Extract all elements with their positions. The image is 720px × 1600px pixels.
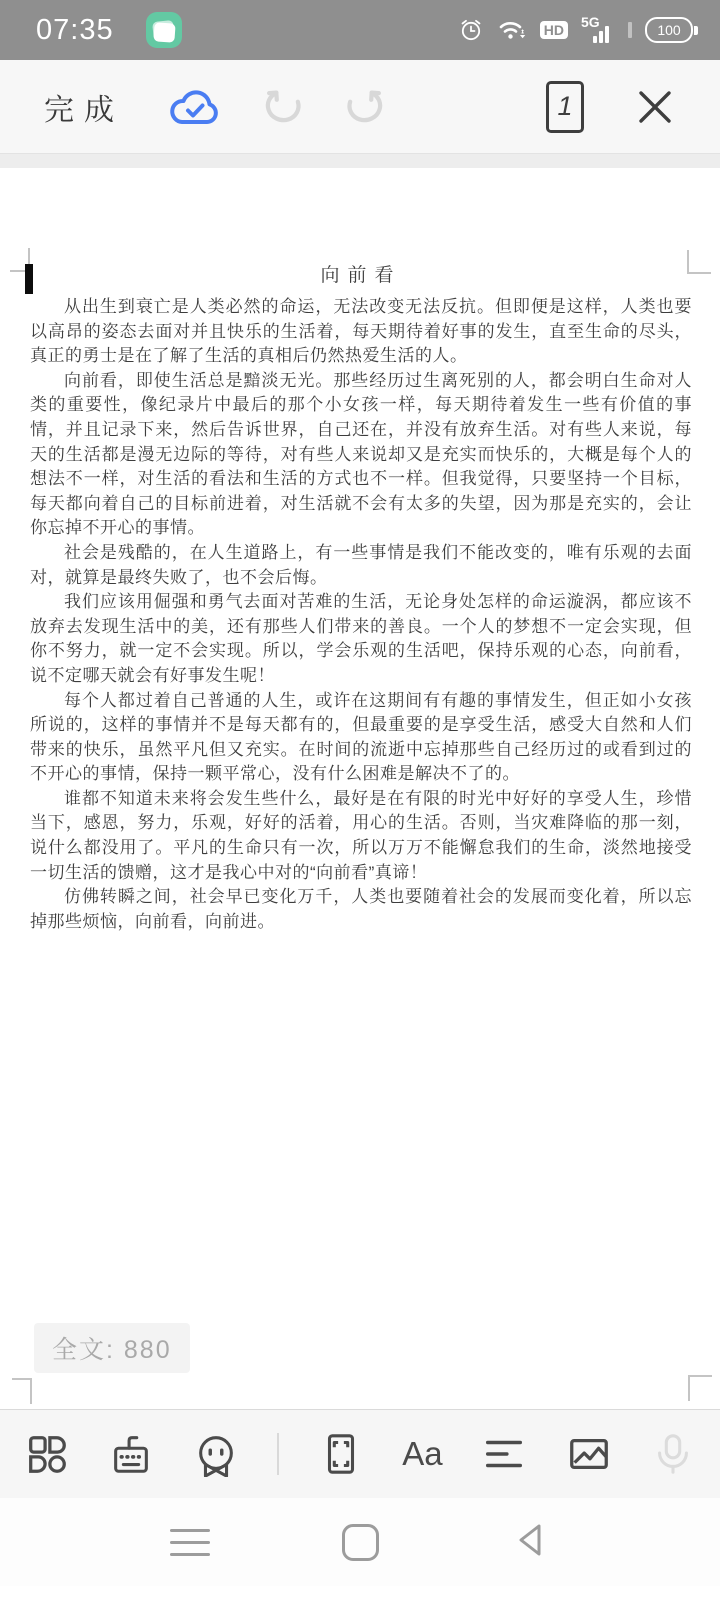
microphone-icon[interactable] xyxy=(650,1431,696,1477)
paragraph[interactable]: 从出生到衰亡是人类必然的命运，无法改变无法反抗。但即便是这样，人类也要以高昂的姿态去面对并且快乐的生活着，每天期待着好事的发生，直至生命的尽头，真正的勇士是在了解了生活的真相后仍然热爱生活的人。 xyxy=(30,297,692,366)
wifi-icon xyxy=(497,17,527,43)
recents-menu-icon[interactable] xyxy=(170,1529,210,1556)
cloud-sync-icon[interactable] xyxy=(168,84,222,130)
toolbar-page-gap xyxy=(0,154,720,168)
font-icon[interactable]: Aa xyxy=(402,1435,443,1472)
page-frame-icon[interactable] xyxy=(318,1431,364,1477)
sticker-face-icon[interactable] xyxy=(193,1431,239,1477)
battery-level: 100 xyxy=(645,17,693,43)
toolbar-divider xyxy=(277,1433,279,1475)
document-title: 向前看 xyxy=(320,265,402,286)
page-number: 1 xyxy=(557,91,573,121)
notes-app-notification-icon xyxy=(146,12,182,48)
page-indicator[interactable] xyxy=(546,81,584,133)
sim2-signal-icon xyxy=(628,22,632,38)
redo-icon[interactable] xyxy=(342,84,388,130)
document-body[interactable] xyxy=(30,295,692,934)
tools-grid-icon[interactable] xyxy=(24,1431,70,1477)
paragraph[interactable]: 我们应该用倔强和勇气去面对苦难的生活，无论身处怎样的命运漩涡，都应该不放弃去发现生活中的美，还有那些人们带来的善良。一个人的梦想不一定会实现，但你不努力，就一定不会实现。所以，学会乐观的生活吧，保持乐观的心态，向前看，说不定哪天就会有好事发生呢！ xyxy=(30,592,692,685)
paragraph-align-icon[interactable] xyxy=(481,1431,527,1477)
paragraph[interactable]: 向前看，即使生活总是黯淡无光。那些经历过生离死别的人，都会明白生命对人类的重要性，像纪录片中最后的那个小女孩一样，每天期待着发生一些有价值的事情，并且记录下来，然后告诉世界，自己还在，并没有放弃生活。对有些人来说，每天的生活都是漫无边际的等待，对有些人来说却又是充实而快乐的，大概是每个人的想法不一样，对生活的看法和生活的方式也不一样。但我觉得，只要坚持一个目标，每天都向着自己的目标前进着，对生活就不会有太多的失望，因为那是充实的，会让你忘掉不开心的事情。 xyxy=(30,370,692,538)
battery-icon xyxy=(645,17,698,43)
image-icon[interactable] xyxy=(566,1431,612,1477)
margin-mark-bottom-right xyxy=(688,1375,712,1401)
hd-badge: HD xyxy=(540,21,568,39)
status-bar xyxy=(0,0,720,60)
clock-time: 07:35 xyxy=(36,13,114,46)
document-page[interactable] xyxy=(0,168,720,1409)
back-icon[interactable] xyxy=(511,1520,551,1565)
signal-bars-icon: 5G xyxy=(581,16,615,44)
formatting-toolbar xyxy=(0,1409,720,1498)
keyboard-icon[interactable] xyxy=(108,1431,154,1477)
close-icon[interactable] xyxy=(634,86,676,128)
editor-toolbar xyxy=(0,60,720,154)
margin-mark-top-right xyxy=(687,250,711,274)
done-button[interactable]: 完成 xyxy=(44,93,124,127)
paragraph[interactable]: 每个人都过着自己普通的人生，或许在这期间有有趣的事情发生，但正如小女孩所说的，这样的事情并不是每天都有的，但最重要的是享受生活，感受大自然和人们带来的快乐，虽然平凡但又充实。在时间的流逝中忘掉那些自己经历过的或看到过的不开心的事情，保持一颗平常心，没有什么困难是解决不了的。 xyxy=(30,690,692,784)
home-icon[interactable] xyxy=(342,1524,379,1561)
paragraph[interactable]: 仿佛转瞬之间，社会早已变化万千，人类也要随着社会的发展而变化着，所以忘掉那些烦恼，向前看，向前进。 xyxy=(30,887,692,931)
android-nav-bar xyxy=(0,1498,720,1586)
paragraph[interactable]: 谁都不知道未来将会发生些什么，最好是在有限的时光中好好的享受人生，珍惜当下，感恩，努力，乐观，好好的活着，用心的生活。否则，当灾难降临的那一刻，说什么都没用了。平凡的生命只有一次，所以万万不能懈怠我们的生命，淡然地接受一切生活的馈赠，这才是我心中对的“向前看”真谛！ xyxy=(30,788,692,882)
paragraph[interactable]: 社会是残酷的，在人生道路上，有一些事情是我们不能改变的，唯有乐观的去面对，就算是最终失败了，也不会后悔。 xyxy=(30,542,692,587)
text-cursor xyxy=(25,264,33,294)
alarm-icon xyxy=(458,17,484,43)
word-count-badge: 全文: 880 xyxy=(34,1323,190,1373)
margin-mark-bottom-left xyxy=(12,1378,32,1404)
undo-icon[interactable] xyxy=(260,84,306,130)
